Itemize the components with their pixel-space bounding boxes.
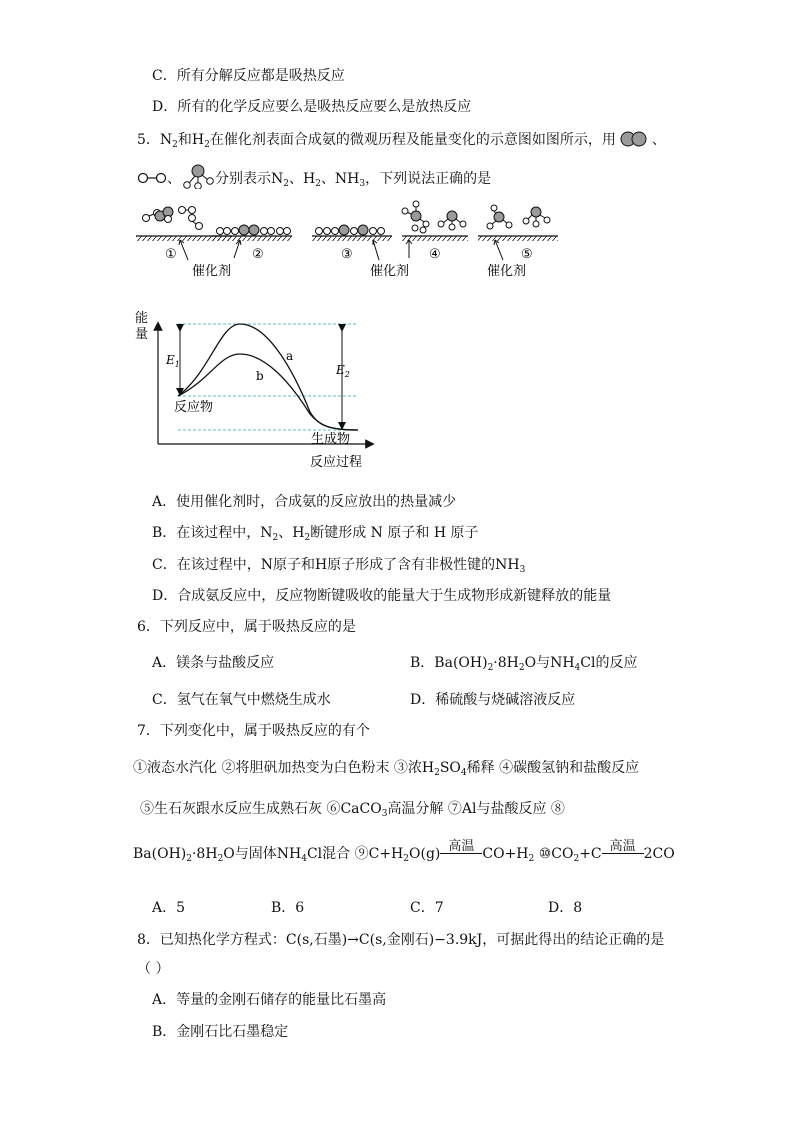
q7-option-a: A．5 [152, 900, 186, 916]
q7-items-line2: ⑤生石灰跟水反应生成熟石灰 ⑥CaCO$_3$高温分解 ⑦Al与盐酸反应 ⑧ [140, 801, 565, 819]
curve-b-label: b [256, 369, 264, 383]
curve-a-label: a [286, 349, 294, 363]
q6-option-d: D．稀硫酸与烧碱溶液反应 [410, 692, 576, 708]
e2-label: $E_2$ [336, 363, 350, 379]
q7-option-d: D．8 [548, 900, 583, 916]
q8-stem: 8．已知热化学方程式：C(s,石墨)→C(s,金刚石)−3.9kJ，可据此得出的结论正确的是 [137, 932, 665, 948]
q6-option-b: B．$Ba(OH)_2\cdot 8H_2O$与$NH_4Cl$的反应 [410, 655, 638, 673]
stage-label-4: ④ [429, 247, 441, 262]
q6-stem: 6．下列反应中，属于吸热反应的是 [137, 619, 356, 635]
y-axis-label-2: 量 [135, 327, 149, 342]
catalyst-label-2: 催化剂 [370, 264, 410, 279]
q6-option-c: C．氢气在氧气中燃烧生成水 [152, 692, 331, 708]
stage-label-3: ③ [341, 247, 353, 262]
h2-molecule-icon [137, 169, 167, 187]
q5-option-c: C．在该过程中，N原子和H原子形成了含有非极性键的$NH_3$ [152, 557, 526, 575]
stage3-dissociated-atoms [316, 225, 385, 235]
q4-option-d: D．所有的化学反应要么是吸热反应要么是放热反应 [152, 99, 472, 115]
y-axis-label-1: 能 [135, 311, 149, 326]
q7-items-line1: ①液态水汽化 ②将胆矾加热变为白色粉末 ③浓$H_2SO_4$稀释 ④碳酸氢钠和盐酸反应 [133, 760, 640, 778]
q7-items-line3: $Ba(OH)_2\cdot 8H_2O$与固体$NH_4Cl$混合 $⑨C+H_2O(g)$ 高温 $CO+H_2$ $⑩CO_2+C$ 高温 2CO [133, 839, 675, 864]
stage1-molecules [143, 207, 203, 230]
reactant-label: 反应物 [174, 400, 214, 415]
q5-option-a: A．使用催化剂时，合成氨的反应放出的热量减少 [152, 494, 457, 510]
stage-label-1: ① [165, 247, 177, 262]
catalyst-label-1: 催化剂 [192, 264, 232, 279]
x-axis-label: 反应过程 [310, 455, 363, 470]
n2-molecule-icon [618, 129, 650, 149]
nh3-molecule-icon [181, 163, 215, 189]
q7-stem: 7．下列变化中，属于吸热反应的有个 [137, 723, 370, 739]
q5-stem-line1: 5．$N_2$和$H_2$在催化剂表面合成氨的微观历程及能量变化的示意图如图所示，用 、 [137, 129, 666, 155]
e1-label: $E_1$ [166, 353, 180, 369]
stage-label-2: ② [252, 247, 264, 262]
stage2-adsorbed-molecules [217, 225, 291, 235]
q6-option-a: A．镁条与盐酸反应 [152, 655, 275, 671]
catalyst-mechanism-diagram [130, 196, 570, 282]
q8-option-b: B．金刚石比石墨稳定 [152, 1024, 289, 1040]
q8-answer-bracket: （ ） [137, 961, 170, 977]
stage5-desorbed-nh3 [487, 205, 550, 229]
q7-option-b: B．6 [271, 900, 305, 916]
q5-option-d: D．合成氨反应中，反应物断键吸收的能量大于生成物形成新键释放的能量 [152, 588, 612, 604]
condition-high-temp-1: 高温 [440, 840, 482, 854]
stage-label-5: ⑤ [521, 247, 533, 262]
product-label: 生成物 [311, 432, 351, 447]
condition-high-temp-2: 高温 [602, 840, 644, 854]
energy-profile-diagram [130, 302, 390, 472]
q7-option-c: C．7 [410, 900, 444, 916]
q4-option-c: C．所有分解反应都是吸热反应 [152, 68, 345, 84]
catalyst-label-3: 催化剂 [487, 264, 527, 279]
q5-option-b: B．在该过程中，$N_2$、$H_2$断键形成 N 原子和 H 原子 [152, 525, 479, 543]
stage4-nh3-molecules [402, 201, 466, 233]
q8-option-a: A．等量的金刚石储存的能量比石墨高 [152, 992, 387, 1008]
q5-stem-line2: 、 分别表示$N_2$、$H_2$、$NH_3$，下列说法正确的是 [137, 163, 491, 194]
